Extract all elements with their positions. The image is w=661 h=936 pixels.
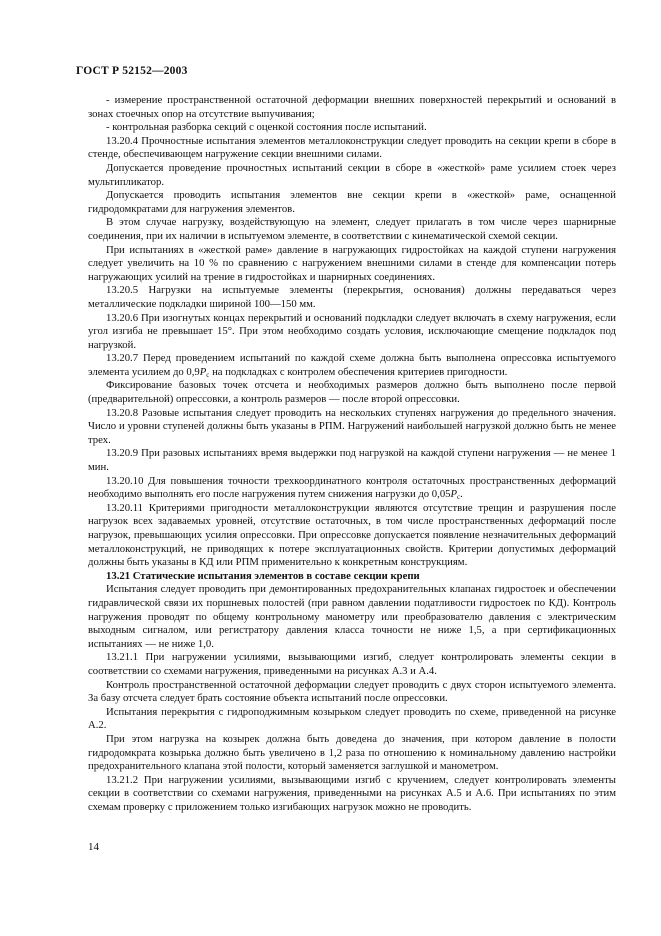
paragraph-tail: . [460,488,463,501]
paragraph: 13.21.2 При нагружении усилиями, вызывающими изгиб с кручением, следует контролировать элементы секции в соответствии со схемами нагружения, приведенными на рисунках А.5 и А.6. При испытаниях по этим схемам проверку с приложением только изгибающих нагрузок можно не проводить. [88,773,616,813]
paragraph: 13.21.1 При нагружении усилиями, вызывающими изгиб, следует контролировать элементы секции в соответствии со схемами нагружения, приведенными на рисунках А.3 и А.4. [88,651,616,677]
subscript-c: c [457,493,461,502]
page-header: ГОСТ Р 52152—2003 [76,65,188,77]
paragraph: Допускается проведение прочностных испытаний секции в сборе в «жесткой» раме усилием стоек через мультипликатор. [88,161,616,188]
paragraph: 13.20.6 При изогнутых концах перекрытий и оснований подкладки следует включать в схему нагружения, если угол изгиба не превышает 15°. При этом необходимо создать условия, исключающие смещение подкладок под нагрузкой. [88,311,616,351]
paragraph: 13.20.9 При разовых испытаниях время выдержки под нагрузкой на каждой ступени нагружения — не менее 1 мин. [88,447,616,474]
paragraph: 13.20.8 Разовые испытания следует проводить на нескольких ступенях нагружения до предельного значения. Число и уровни ступеней должны быть указаны в РПМ. Нагружений наибольшей нагрузкой должно быть не менее трех. [88,406,616,446]
main-text [88,94,616,814]
paragraph [88,352,616,379]
paragraph: 13.20.4 Прочностные испытания элементов металлоконструкции следует проводить на секции крепи в сборе в стенде, обеспечивающем нагружение секции внешними силами. [88,134,616,161]
paragraph [88,475,616,502]
paragraph: При испытаниях в «жесткой раме» давление в нагружающих гидростойках на каждой ступени нагружения следует увеличить на 10 % по сравнению с нагружением внешними силами в стенде для компенсации потерь нагружающих усилий на трение в гидростойках и шарнирных соединениях. [88,243,616,283]
paragraph: - измерение пространственной остаточной деформации внешних поверхностей перекрытий и оснований в зонах стоечных опор на отсутствие выпучивания; [88,94,616,120]
paragraph: В этом случае нагрузку, воздействующую на элемент, следует прилагать в том числе через шарнирные соединения, при их наличии в испытуемом элементе, в соответствии с кинематической схемой секции. [88,216,616,242]
paragraph: - контрольная разборка секций с оценкой состояния после испытаний. [106,121,427,134]
subscript-c: c [206,370,210,379]
symbol-p: P [199,365,207,378]
paragraph: 13.20.5 Нагрузки на испытуемые элементы (перекрытия, основания) должны передаваться через металлические подкладки шириной 100—150 мм. [88,284,616,310]
paragraph: 13.20.11 Критериями пригодности металлоконструкции являются отсутствие трещин и разрушения после нагрузок всех задаваемых уровней, отсутствие остаточных, в том числе пространственных деформаций после нагрузок, превышающих усилия опрессовки. При опрессовке допускается появление незначительных деформаций металлоконструкций, не приводящих к потере эксплуатационных свойств. Критерии допустимых деформаций должны быть указаны в КД или РПМ применительно к конкретным конструкциям. [88,501,616,569]
symbol-p: P [450,488,458,501]
paragraph: Испытания следует проводить при демонтированных предохранительных клапанах гидростоек и обеспечении гидравлической связи их поршневых полостей (при равном давлении податливости гидростоек по КД). Контроль нагружения проводят по общему контрольному манометру или преобразователю давления с электрическим выходным сигналом, или регистратору давления класса точности не ниже 1,5, а при сертификационных испытаниях — не ниже 1,0. [88,583,616,650]
page-number: 14 [88,841,99,853]
paragraph-tail: на подкладках с контролем обеспечения критериев пригодности. [209,365,508,378]
section-heading: 13.21 Статические испытания элементов в составе секции крепи [106,569,420,582]
paragraph: Контроль пространственной остаточной деформации следует проводить с двух сторон испытуемого элемента. За базу отсчета следует брать состояние объекта испытаний после опрессовки. [88,678,616,705]
paragraph: Испытания перекрытия с гидроподжимным козырьком следует проводить по схеме, приведенной на рисунке А.2. [88,705,616,732]
paragraph: Допускается проводить испытания элементов вне секции крепи в «жесткой» раме, оснащенной гидродомкратами для нагружения элементов. [88,189,616,215]
paragraph-text: 13.20.10 Для повышения точности трехкоординатного контроля остаточных пространственных деформаций необходимо выполнять его после нагружения путем снижения нагрузки до 0,05 [88,474,616,501]
paragraph-text: 13.20.7 Перед проведением испытаний по каждой схеме должна быть выполнена опрессовка испытуемого элемента усилием до 0,9 [88,352,616,378]
paragraph: При этом нагрузка на козырек должна быть доведена до значения, при котором давление в полости гидродомкрата козырька должно быть увеличено в 1,2 раза по отношению к номинальному давлению настройки предохранительного клапана этой полости, который заменяется заглушкой и манометром. [88,732,616,773]
paragraph: Фиксирование базовых точек отсчета и необходимых размеров должно быть выполнено после первой (предварительной) опрессовки, а контроль размеров — после второй опрессовки. [88,379,616,406]
